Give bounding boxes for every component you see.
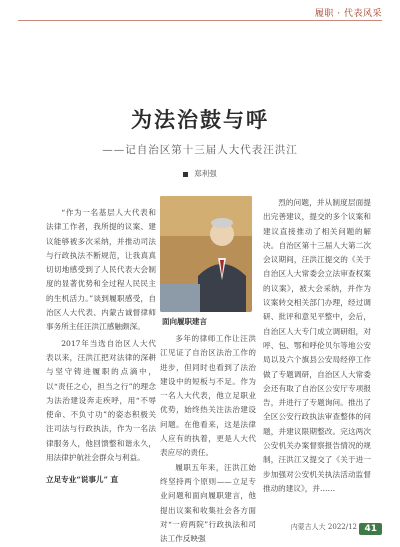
paragraph: 2017年当选自治区人大代表以来，汪洪江把对法律的深耕与坚守铸进履职的点滴中，以“责任之心，担当之行”的理念为法治建设奔走疾呼，用“不辱使命、不负寸功”的姿态积极关注司法与行政执法，作为一名法律服务人，他回馈整和谐永久，用法律护航社会群众与利益。	[46, 338, 156, 463]
column-middle	[160, 332, 256, 546]
byline-square-icon	[183, 172, 188, 177]
article-title: 为法治鼓与呼	[131, 107, 269, 132]
author-name: 郑利强	[194, 169, 217, 178]
photo-caption: 面向履职建言	[162, 317, 207, 326]
column-right	[263, 196, 371, 496]
column-left	[46, 206, 156, 488]
paragraph: 烈的问题，并从制度层面提出完善建议，提交的多个议案和建议直接推动了相关问题的解决。自治区第十三届人大第二次会议期间，汪洪江提交的《关于自治区人大常委会立法审查权案的议案》，被大会采纳，并作为议案转交相关部门办理，经过调研、批评和意见平整中，会后，自治区人大专门成立调研组，对呼、包、鄂和呼伦贝尔等地公安局以及六个旗县公安局经停工作做了专题调研，自治区人大常委会还有取了自治区公安厅专项报告，并进行了专题询问。推出了全区公安行政执法审查整体的问题，并建议限期整改。完这两次公安机关办案督察报告情况的规制，汪洪江又提交了《关于进一步加强对公安机关执法活动监督推动的建议》，并……	[263, 198, 371, 493]
section-subhead: 立足专业“说事儿” 直	[46, 475, 119, 485]
paragraph: 多年的律师工作让汪洪江见证了自治区法治工作的进步，但同时也看到了法治建设中的短板与不足。作为一名人大代表，他立足职业优势，始终热关注法治建设问题。在他看来，这是法律人应有的执着，更是人大代表应尽的责任。	[160, 334, 256, 458]
paragraph: 履职五年来，汪洪江始终坚持两个原则——立足专业问题和面向履职建言，他提出议案和收集社会各方面对“一府两院”行政执法和司法工作反映强	[160, 462, 256, 544]
portrait-photo	[160, 196, 252, 312]
portrait-illustration	[160, 196, 252, 312]
section-label: 履职 · 代表风采	[314, 9, 382, 19]
paragraph: “作为一名基层人大代表和法律工作者，我所提的议案、建议能够被多次采纳，并推动司法与行政执法不断规范，让我真真切切地感受到了人民代表大会制度的显著优势和全过程人民民主的生机活力。”谈到履职感受，自治区人大代表、内蒙古诚督律师事务所主任汪洪江感触颇深。	[46, 208, 156, 332]
page-number: 41	[359, 523, 382, 535]
article-subtitle: ——记自治区第十三届人大代表汪洪江	[102, 144, 298, 156]
magazine-issue: 内蒙古人大 2022/12	[290, 523, 357, 531]
header-divider	[18, 20, 382, 21]
byline	[0, 168, 400, 179]
